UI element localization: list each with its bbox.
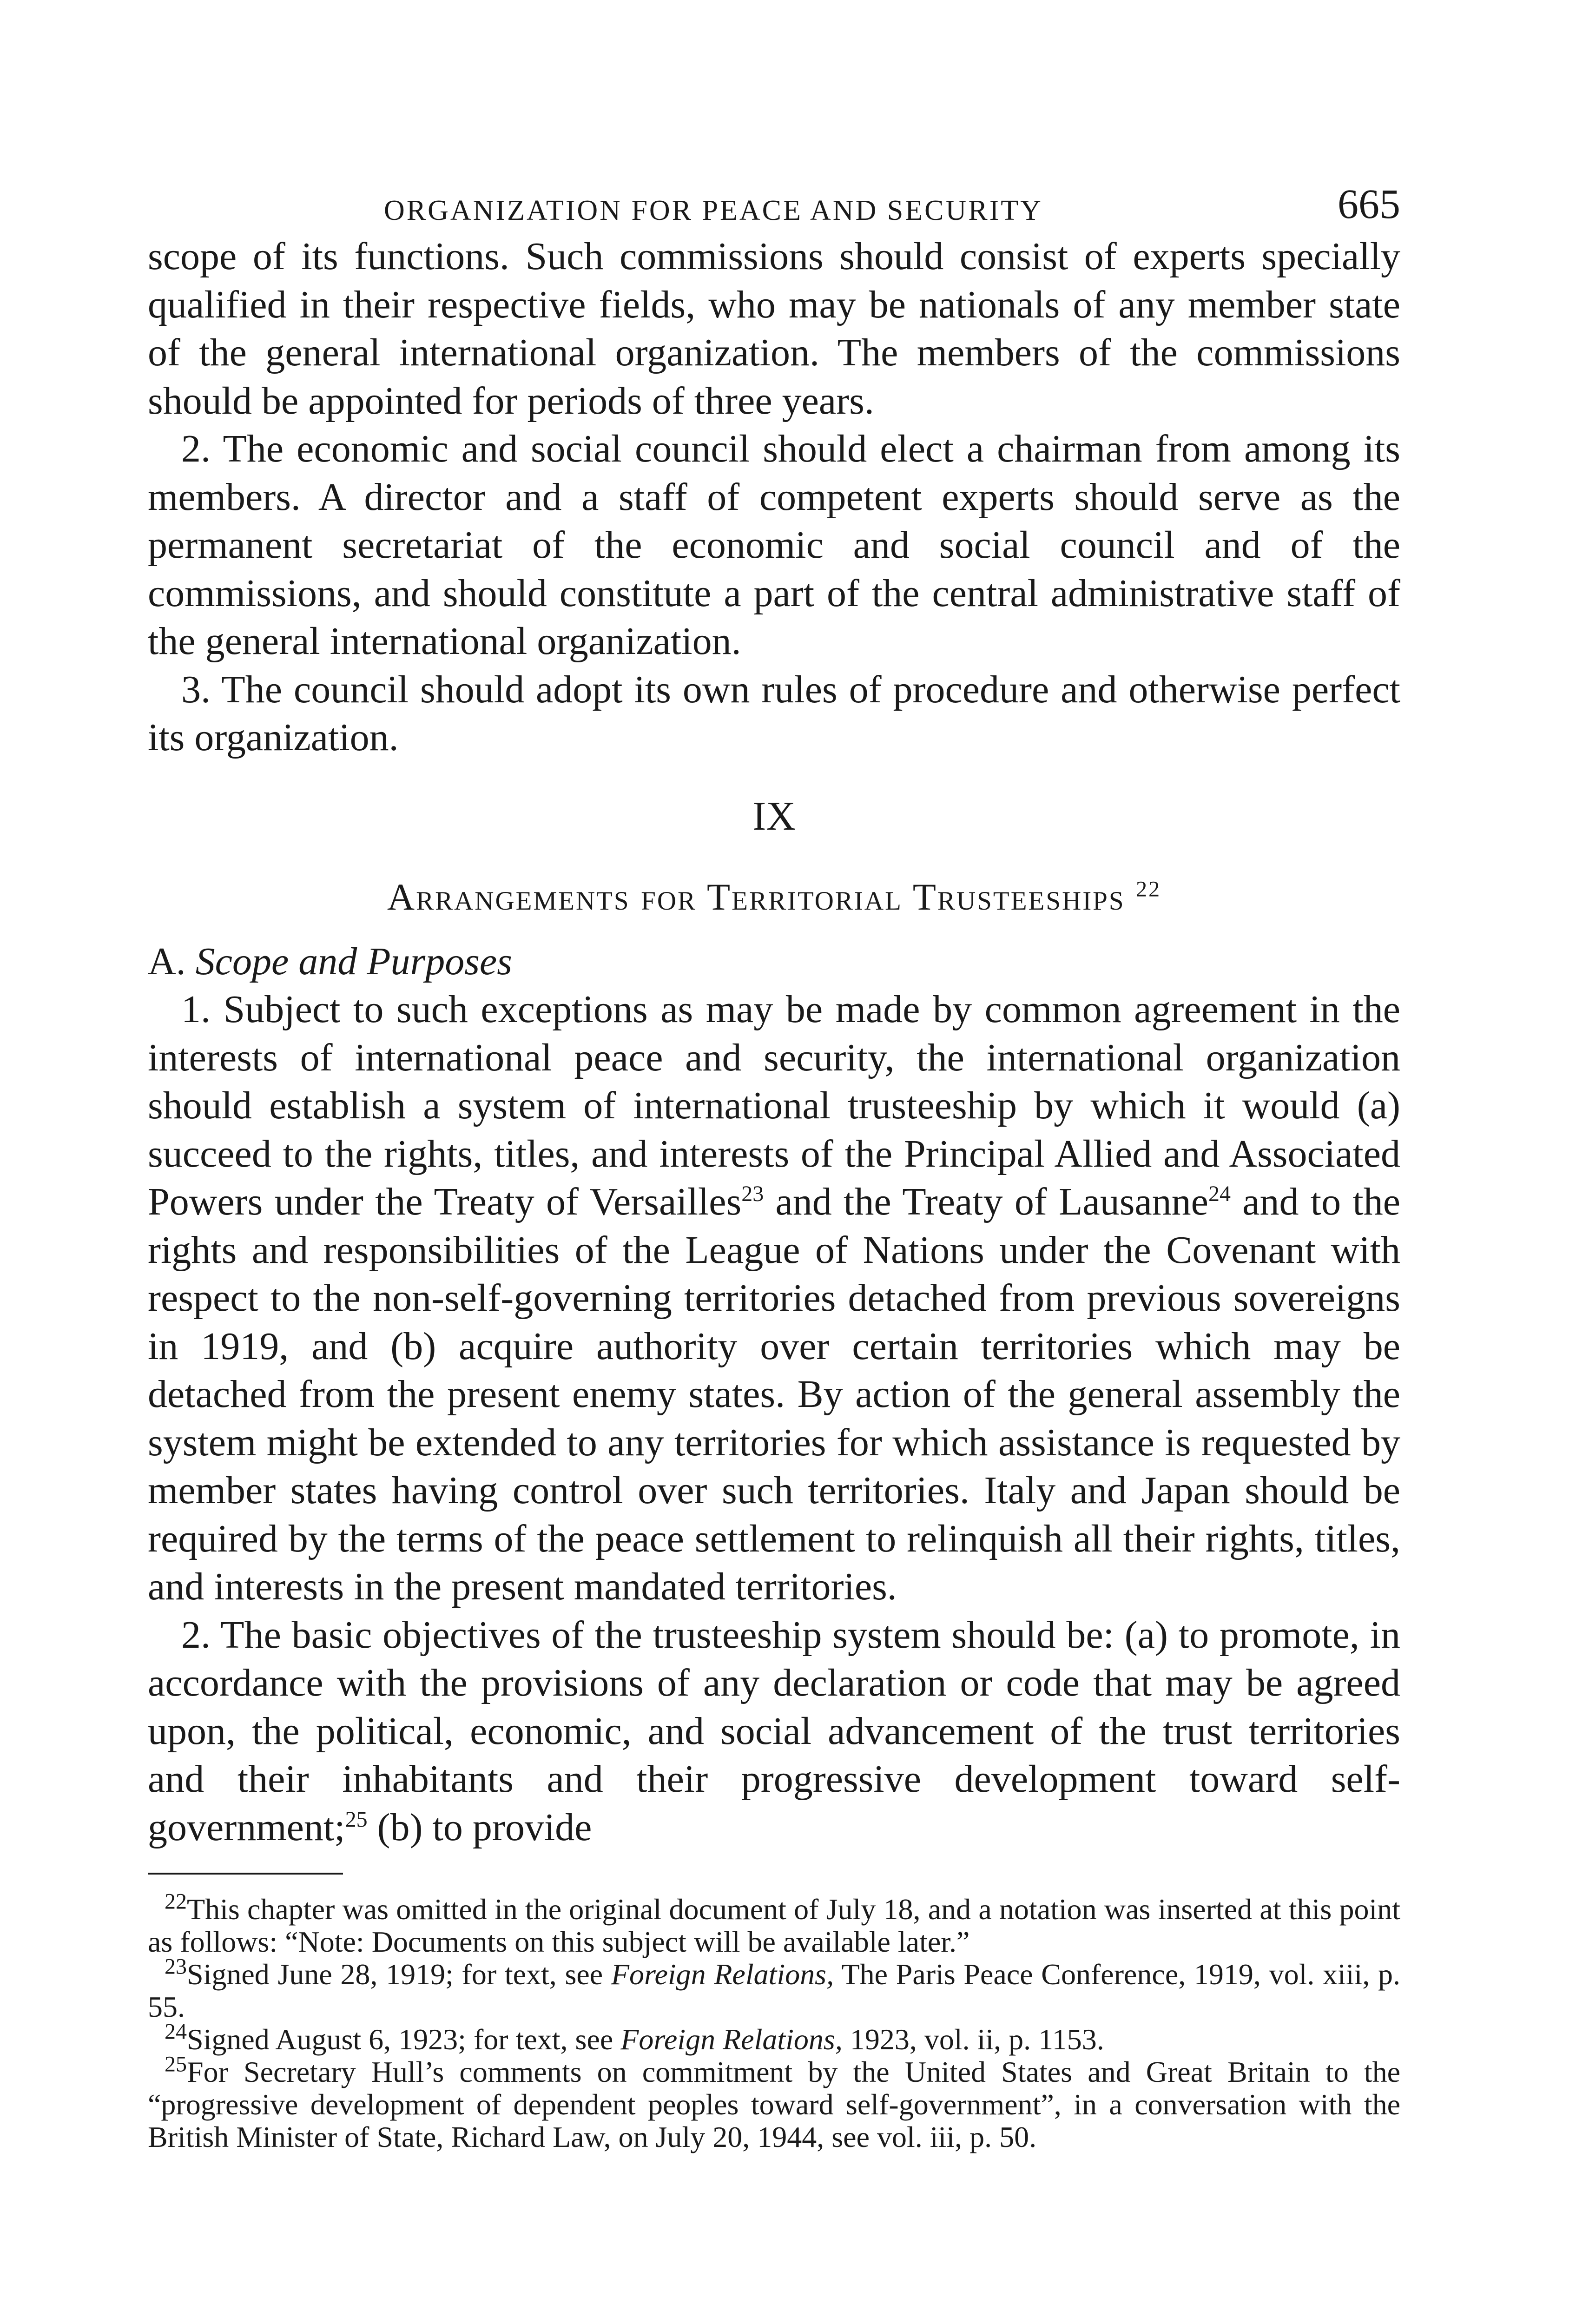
document-page: [148, 177, 1400, 2153]
paragraph-scope-part-1: 1. Subject to such exceptions as may be made by common agreement in the interests of international peace and security, the international organization should establish a system of international trusteeship by which it would (a) succeed to the rights, titles, and interests of the Principal Allied and Associated Powers under the Treaty of Versailles: [148, 988, 1400, 1223]
footnote-mark: 22: [165, 1889, 187, 1914]
subsection-title: Scope and Purposes: [195, 939, 512, 983]
footnote-ref-24: 24: [1208, 1182, 1231, 1206]
footnote-mark: 23: [165, 1954, 187, 1979]
footnote-divider: [148, 1873, 343, 1875]
running-head: [148, 177, 1400, 232]
footnotes: [148, 1889, 1401, 2153]
section-title-text: Arrangements for Territorial Trusteeships: [387, 875, 1125, 918]
paragraph-2: 2. The economic and social council should elect a chairman from among its members. A director and a staff of competent experts should serve as the permanent secretariat of the economic and social council and of the commissions, and should constitute a part of the central administrative staff of the general international organization.: [148, 427, 1400, 663]
paragraph-continuation: scope of its functions. Such commissions should consist of experts specially qualified in their respective fields, who may be nationals of any member state of the general international organization. The members of the commissions should be appointed for periods of three years.: [148, 235, 1400, 423]
footnote-text: Signed August 6, 1923; for text, see: [187, 2023, 621, 2056]
footnote-text: The Paris Peace Conference, 1919, vol. xiii, p. 55.: [148, 1958, 1401, 2023]
paragraph-scope: [148, 985, 1400, 1611]
footnote-text: Signed June 28, 1919; for text, see: [187, 1958, 611, 1991]
footnote-mark: 25: [165, 2052, 187, 2077]
footnote-italic: Foreign Relations,: [611, 1958, 834, 1991]
footnote-24: [148, 2019, 1400, 2056]
subsection-heading: [148, 938, 1400, 986]
body-text: [148, 232, 1400, 762]
footnote-ref-23: 23: [741, 1182, 764, 1206]
paragraph-objectives-part-1: 2. The basic objectives of the trusteeship system should be: (a) to promote, in accordance with the provisions of any declaration or code that may be agreed upon, the political, economic, and social advancement of the trust territories and their inhabitants and their progressive development toward self-government;: [148, 1613, 1400, 1849]
footnote-italic: Foreign Relations,: [620, 2023, 843, 2056]
running-title: ORGANIZATION FOR PEACE AND SECURITY: [384, 195, 1043, 226]
section-number: IX: [752, 793, 796, 839]
page-number: 665: [1338, 181, 1400, 227]
paragraph-scope-part-3: and to the rights and responsibilities of the League of Nations under the Covenant with respect to the non-self-governing territories detached from previous sovereigns in 1919, and (b) acquire authority over certain territories which may be detached from the present enemy states. By action of the general assembly the system might be extended to any territories for which assistance is requested by member states having control over such territories. Italy and Japan should be required by the terms of the peace settlement to relinquish all their rights, titles, and interests in the present mandated territories.: [148, 1180, 1400, 1608]
section-body: [148, 985, 1400, 1851]
footnote-text: This chapter was omitted in the original document of July 18, and a notation was inserted at this point as follows: “Note: Documents on this subject will be available later.”: [148, 1893, 1400, 1958]
paragraph-objectives: [148, 1611, 1400, 1852]
paragraph-scope-part-2: and the Treaty of Lausanne: [764, 1180, 1208, 1223]
footnote-mark: 24: [165, 2019, 187, 2044]
footnote-25: [148, 2052, 1400, 2153]
footnote-text: 1923, vol. ii, p. 1153.: [842, 2023, 1104, 2056]
footnote-ref-25: 25: [345, 1807, 368, 1832]
section-title: [148, 873, 1400, 921]
paragraph-objectives-part-2: (b) to provide: [367, 1805, 592, 1849]
footnote-22: [148, 1889, 1400, 1958]
footnote-ref-22: 22: [1136, 877, 1161, 902]
paragraph-3: 3. The council should adopt its own rules of procedure and otherwise perfect its organization.: [148, 667, 1400, 759]
footnote-23: [148, 1954, 1401, 2023]
footnote-text: For Secretary Hull’s comments on commitment by the United States and Great Britain to the “progressive development of dependent peoples toward self-government”, in a conversation with the British Minister of State, Richard Law, on July 20, 1944, see vol. iii, p. 50.: [148, 2055, 1400, 2153]
subsection-letter: A.: [148, 939, 186, 983]
